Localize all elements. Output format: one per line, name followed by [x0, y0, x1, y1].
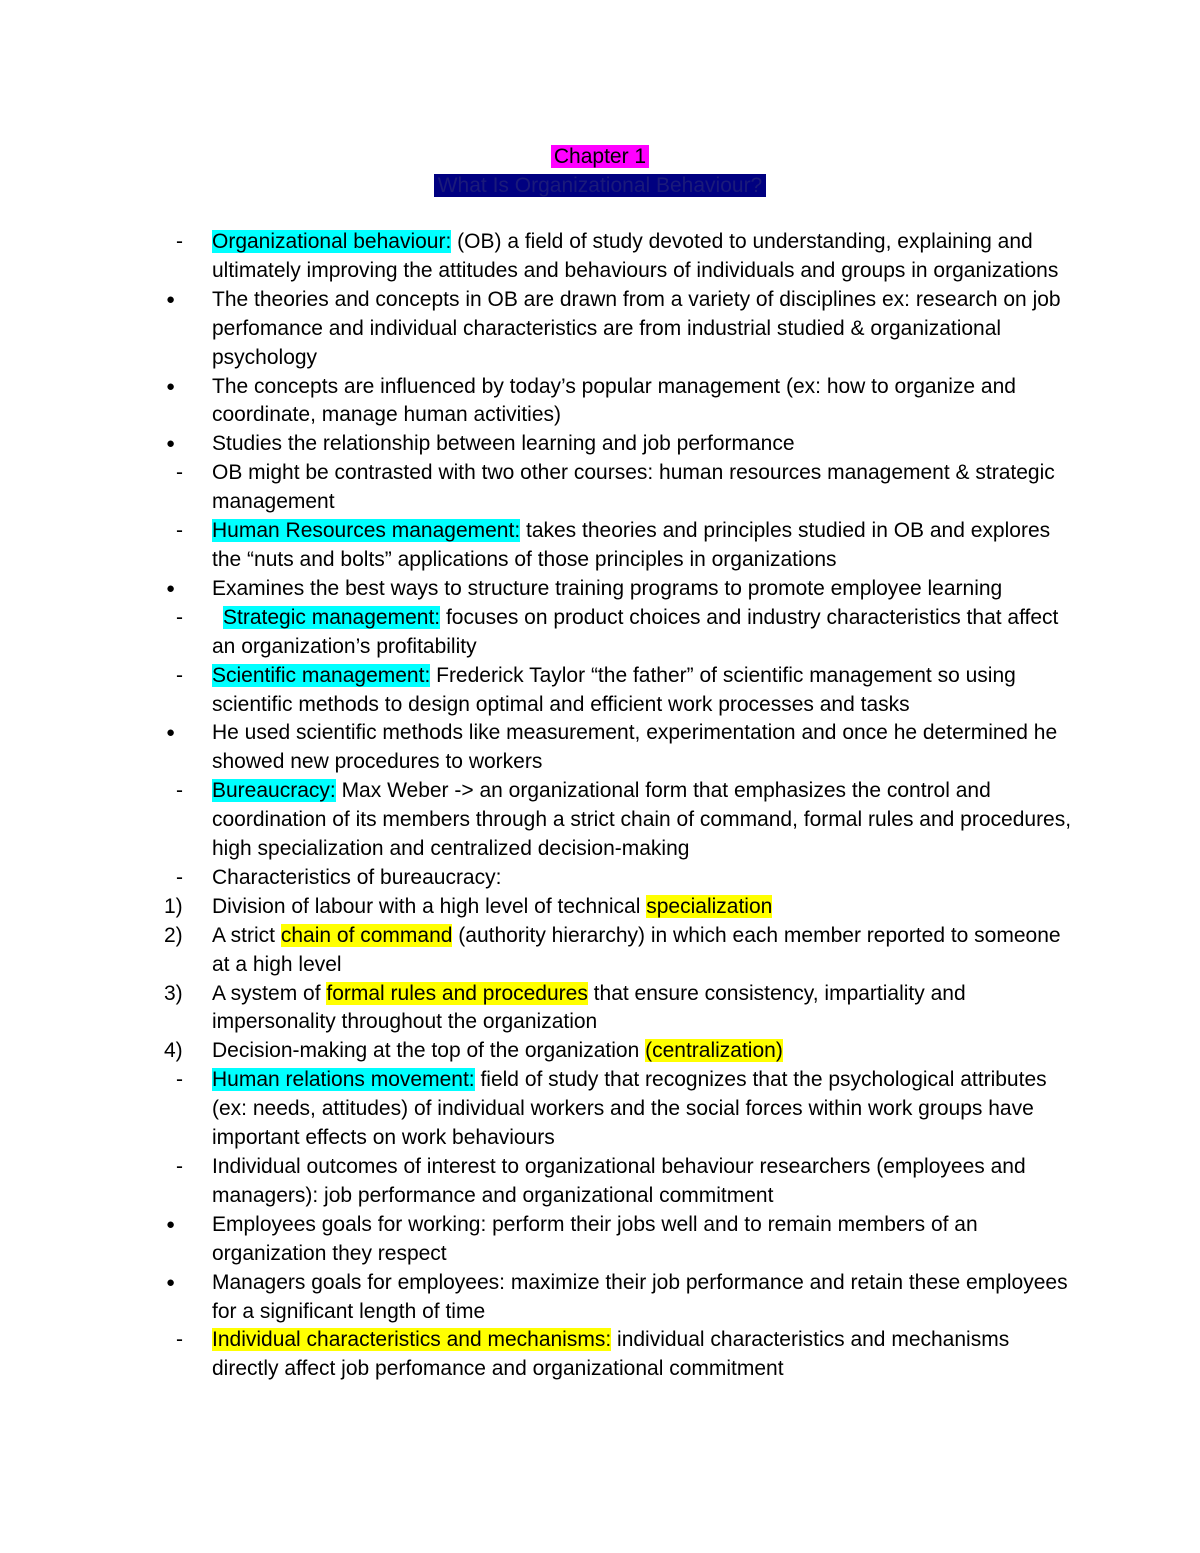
- numbered-item: [0, 893, 1072, 922]
- number-marker: 1): [164, 894, 183, 918]
- item-text: field of study that recognizes that the psychological attributes (ex: needs, attitudes) of individual workers and the social forces within work groups have important effects on work behaviours: [212, 1068, 1047, 1150]
- list-item: [0, 228, 1072, 286]
- list-item: [0, 1269, 1072, 1327]
- highlighted-phrase: (centralization): [645, 1039, 783, 1063]
- list-item: [0, 517, 1072, 575]
- item-text: Characteristics of bureaucracy:: [212, 865, 502, 889]
- item-text: Decision-making at the top of the organization: [212, 1039, 646, 1063]
- highlighted-phrase: chain of command: [280, 923, 453, 947]
- chapter-title: Chapter 1: [551, 145, 649, 168]
- list-item: [0, 430, 1072, 459]
- item-text: The theories and concepts in OB are drawn from a variety of disciplines ex: research on job perfomance and individual characteristics are from industrial studied & organizational psychology: [212, 287, 1061, 369]
- dash-marker: -: [176, 461, 183, 485]
- item-text: Frederick Taylor “the father” of scientific management so using scientific methods to design optimal and efficient work processes and tasks: [212, 663, 1016, 716]
- item-text: OB might be contrasted with two other courses: human resources management & strategic management: [212, 461, 1055, 514]
- bullet-marker: ●: [166, 579, 176, 597]
- numbered-item: [0, 922, 1072, 980]
- highlighted-term: Scientific management:: [212, 663, 431, 687]
- dash-marker: -: [176, 1068, 183, 1092]
- highlighted-phrase: formal rules and procedures: [326, 981, 588, 1005]
- dash-marker: -: [176, 605, 183, 629]
- item-text: Managers goals for employees: maximize their job performance and retain these employees for a significant length of time: [212, 1270, 1068, 1323]
- list-item: [0, 1326, 1072, 1384]
- item-text: Employees goals for working: perform their jobs well and to remain members of an organization they respect: [212, 1212, 978, 1265]
- item-text: Division of labour with a high level of technical: [212, 894, 647, 918]
- bullet-marker: ●: [166, 290, 176, 308]
- list-item: [0, 286, 1072, 373]
- item-text: individual characteristics and mechanisms directly affect job perfomance and organizational commitment: [212, 1328, 1010, 1381]
- item-text: that ensure consistency, impartiality and impersonality throughout the organization: [212, 981, 966, 1034]
- list-item: [0, 777, 1072, 864]
- list-item: [0, 662, 1072, 720]
- dash-marker: -: [176, 230, 183, 253]
- highlighted-term: Human Resources management:: [212, 519, 521, 543]
- item-text: (OB) a field of study devoted to understanding, explaining and ultimately improving the attitudes and behaviours of individuals and groups in organizations: [212, 230, 1059, 282]
- item-text: Studies the relationship between learning and job performance: [212, 432, 795, 456]
- notes-list: [0, 228, 1200, 1384]
- numbered-item: [0, 1037, 1072, 1066]
- item-text: He used scientific methods like measurement, experimentation and once he determined he showed new procedures to workers: [212, 721, 1058, 774]
- list-item: [0, 1153, 1072, 1211]
- dash-marker: -: [176, 1155, 183, 1178]
- highlighted-phrase: specialization: [646, 894, 773, 918]
- list-item: [0, 604, 1072, 662]
- highlighted-term: Individual characteristics and mechanisms:: [212, 1328, 612, 1352]
- highlighted-term: Bureaucracy:: [212, 779, 336, 803]
- numbered-item: [0, 980, 1072, 1038]
- bullet-marker: ●: [166, 1273, 176, 1291]
- list-item: [0, 1066, 1072, 1153]
- bullet-marker: ●: [166, 1215, 176, 1233]
- list-item: [0, 575, 1072, 604]
- bullet-marker: ●: [166, 435, 176, 453]
- item-text: focuses on product choices and industry characteristics that affect an organization’s profitability: [212, 605, 1059, 658]
- highlighted-term: Strategic management:: [223, 605, 441, 629]
- bullet-marker: ●: [166, 377, 176, 395]
- item-text: Individual outcomes of interest to organizational behaviour researchers (employees and managers): job performance and organizational commitment: [212, 1155, 1026, 1207]
- title-block: [0, 142, 1200, 200]
- list-item: [0, 373, 1072, 431]
- item-text: takes theories and principles studied in OB and explores the “nuts and bolts” applications of those principles in organizations: [212, 519, 1051, 571]
- list-item: [0, 719, 1072, 777]
- item-text: (authority hierarchy) in which each member reported to someone at a high level: [212, 923, 1061, 976]
- dash-marker: -: [176, 779, 183, 803]
- item-text: A strict: [212, 923, 281, 947]
- item-text: A system of: [212, 981, 327, 1005]
- highlighted-term: Human relations movement:: [212, 1068, 475, 1092]
- list-item: [0, 864, 1072, 893]
- bullet-marker: ●: [166, 724, 176, 742]
- dash-marker: -: [176, 1328, 183, 1352]
- dash-marker: -: [176, 519, 183, 543]
- item-text: Max Weber -> an organizational form that emphasizes the control and coordination of its members through a strict chain of command, formal rules and procedures, high specialization and centralized decision-making: [212, 779, 1072, 861]
- list-item: [0, 459, 1072, 517]
- number-marker: 2): [164, 923, 183, 947]
- dash-marker: -: [176, 865, 183, 889]
- dash-marker: -: [176, 663, 183, 687]
- chapter-subtitle: What Is Organizational Behaviour?: [434, 174, 767, 197]
- item-text: Examines the best ways to structure training programs to promote employee learning: [212, 576, 1003, 600]
- list-item: [0, 1211, 1072, 1269]
- item-text: The concepts are influenced by today’s popular management (ex: how to organize and coordinate, manage human activities): [212, 374, 1016, 427]
- highlighted-term: Organizational behaviour:: [212, 230, 452, 253]
- number-marker: 3): [164, 981, 183, 1005]
- number-marker: 4): [164, 1039, 183, 1063]
